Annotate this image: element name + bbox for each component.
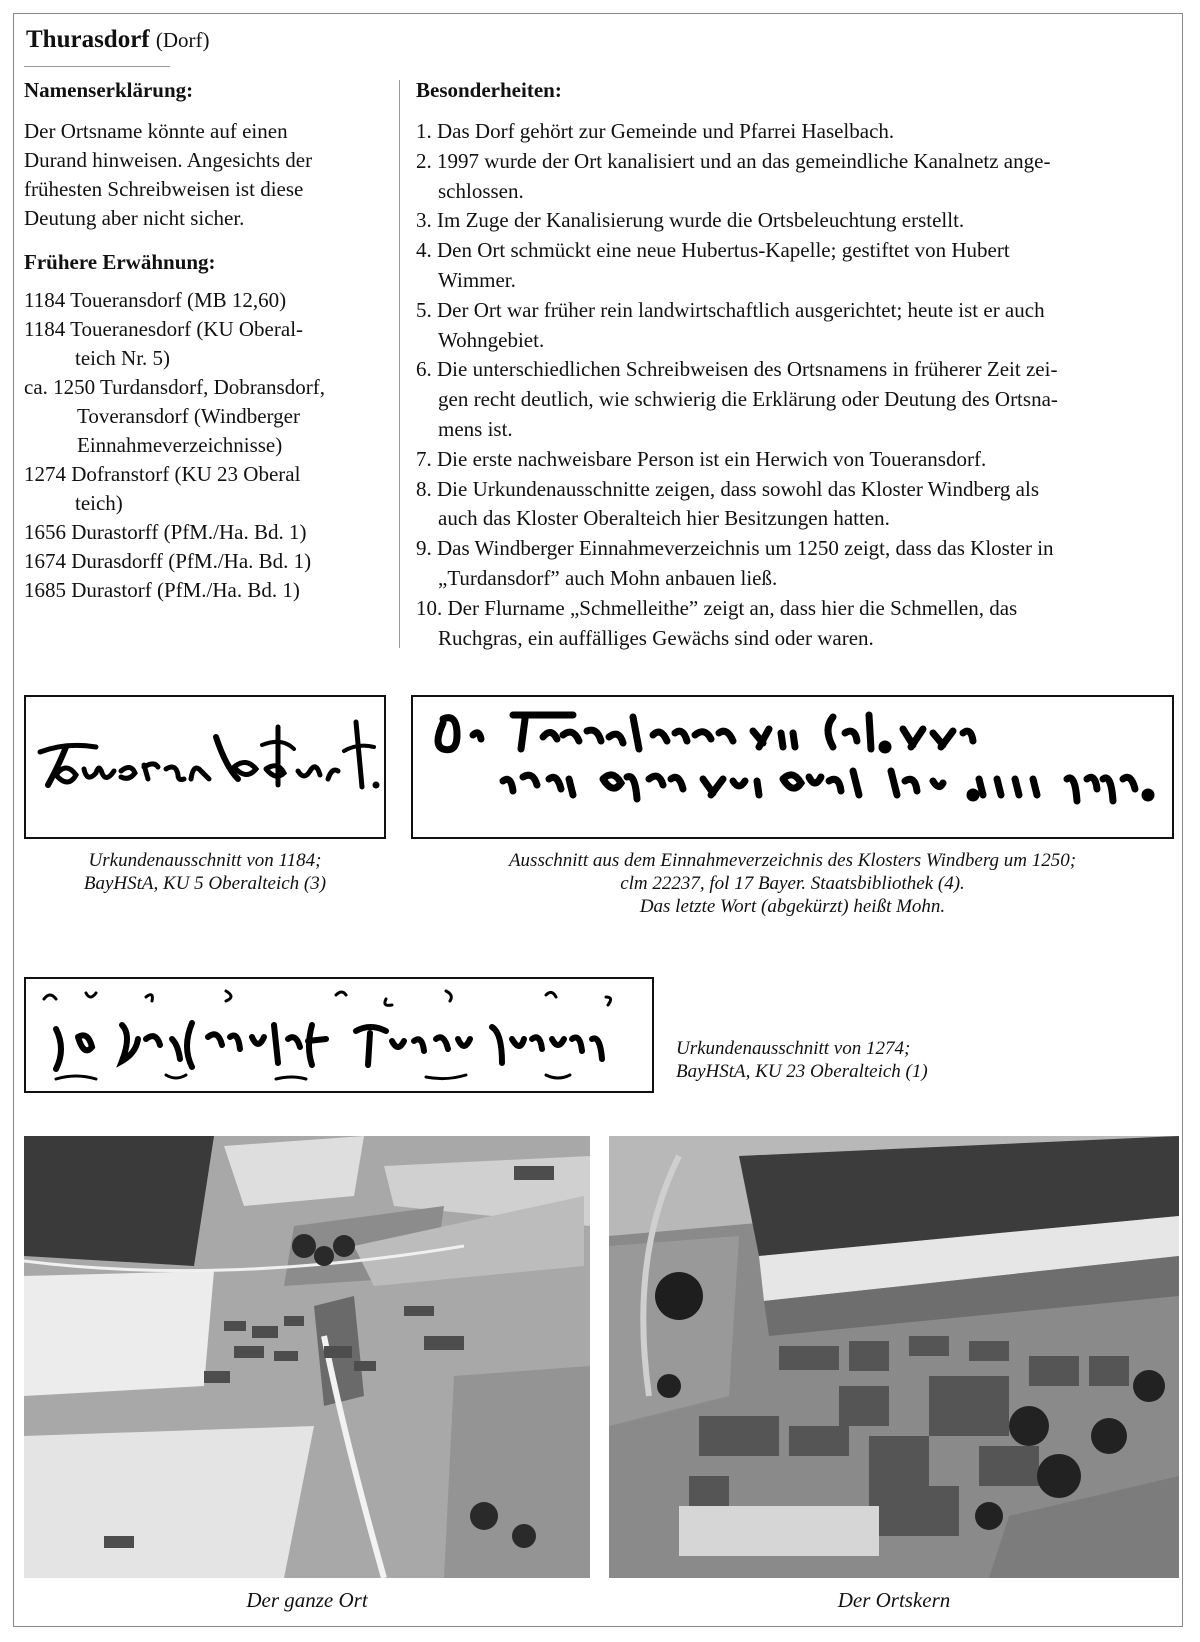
manuscript-excerpt-1184 (24, 695, 386, 839)
caption-1250: Ausschnitt aus dem Einnahmeverzeichnis des Klosters Windberg um 1250; clm 22237, fol 17 Bayer. Staatsbibliothek (4). Das letzte Wort (abgekürzt) heißt Mohn. (508, 850, 1077, 917)
list-item: 4. Den Ort schmückt eine neue Hubertus-Kapelle; gestiftet von Hubert Wimmer. (416, 238, 1010, 292)
list-item: 6. Die unterschiedlichen Schreibweisen des Ortsnamens in früherer Zeit zei- gen recht deutlich, wie schwierig die Erklärung oder Deutung des Ortsna- mens ist. (416, 357, 1058, 441)
besonderheiten-list (416, 117, 1176, 653)
fruehere-erwaehnung-list: 1184 Toueransdorf (MB 12,60) 1184 Toueranesdorf (KU Oberal- teich Nr. 5) ca. 1250 Turdansdorf, Dobransdorf, Toveransdorf (Windberger Einnahmeverzeichnisse) 1274 Dofranstorf (KU 23 Oberal teich) 1656 Durastorff (PfM./Ha. Bd. 1) 1674 Durasdorff (PfM./Ha. Bd. 1) 1685 Durastorf (PfM./Ha. Bd. 1) (24, 288, 325, 602)
list-item: 9. Das Windberger Einnahmeverzeichnis um 1250 zeigt, dass das Kloster in „Turdansdorf” auch Mohn anbauen ließ. (416, 536, 1054, 590)
title-underline (24, 66, 170, 67)
list-item: 8. Die Urkundenausschnitte zeigen, dass sowohl das Kloster Windberg als auch das Kloster Oberalteich hier Besitzungen hatten. (416, 476, 1040, 531)
list-item: 10. Der Flurname „Schmelleithe” zeigt an, dass hier die Schmellen, das Ruchgras, ein auffälliges Gewächs sind oder waren. (416, 595, 1018, 650)
aerial-photo-village-center (609, 1136, 1179, 1578)
caption-photo-left: Der ganze Ort (246, 1588, 368, 1612)
namenserklaerung-heading: Namenserklärung: (24, 78, 194, 102)
page-title: Thurasdorf (Dorf) (26, 26, 210, 53)
manuscript-excerpt-1250 (411, 695, 1174, 839)
besonderheiten-heading: Besonderheiten: (416, 78, 562, 102)
caption-1184: Urkundenausschnitt von 1184; BayHStA, KU 5 Oberalteich (3) (83, 850, 327, 894)
column-divider (399, 80, 400, 648)
list-item: 7. Die erste nachweisbare Person ist ein Herwich von Toueransdorf. (416, 446, 987, 471)
namenserklaerung-text: Der Ortsname könnte auf einen Durand hinweisen. Angesichts der frühesten Schreibweisen ist diese Deutung aber nicht sicher. (24, 119, 313, 230)
list-item: 2. 1997 wurde der Ort kanalisiert und an das gemeindliche Kanalnetz ange- schlossen. (416, 148, 1051, 203)
list-item: 3. Im Zuge der Kanalisierung wurde die Ortsbeleuchtung erstellt. (416, 208, 965, 233)
caption-photo-right: Der Ortskern (837, 1588, 951, 1612)
aerial-photo-whole-village (24, 1136, 590, 1578)
list-item: 5. Der Ort war früher rein landwirtschaftlich ausgerichtet; heute ist er auch Wohngebiet. (416, 297, 1045, 352)
list-item: 1. Das Dorf gehört zur Gemeinde und Pfarrei Haselbach. (416, 119, 895, 143)
fruehere-erwaehnung-heading: Frühere Erwähnung: (24, 250, 216, 274)
caption-1274: Urkundenausschnitt von 1274; BayHStA, KU 23 Oberalteich (1) (676, 1038, 928, 1082)
manuscript-excerpt-1274 (24, 977, 654, 1093)
